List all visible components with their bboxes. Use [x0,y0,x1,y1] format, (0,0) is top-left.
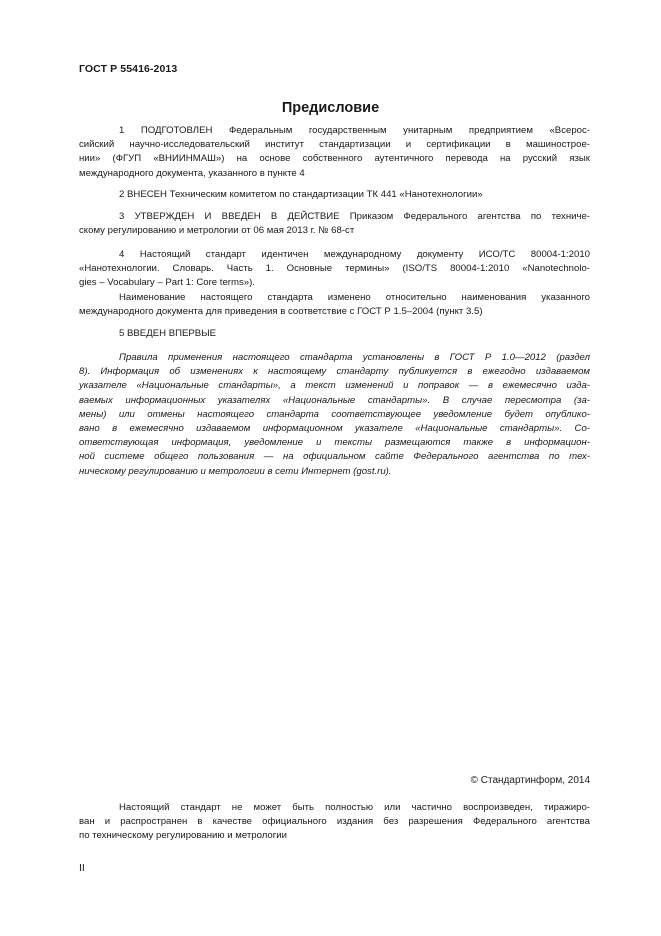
text-line: ван и распространен в качестве официального издания без разрешения Федерального агентства [79,816,590,828]
text-line: ническому регулированию и метрологии в сети Интернет (gost.ru). [79,465,392,477]
page-number: II [79,862,85,874]
copyright-notice: © Стандартинформ, 2014 [470,775,590,786]
page-title: Предисловие [281,100,380,116]
text-line: указателе «Национальные стандарты», а текст изменений и поправок — в ежемесячно изда- [79,380,590,392]
text-line: Правила применения настоящего стандарта установлены в ГОСТ Р 1.0—2012 (раздел [119,352,590,363]
text-line: скому регулированию и метрологии от 06 мая 2013 г. № 68-ст [79,225,355,237]
text-line: 5 ВВЕДЕН ВПЕРВЫЕ [119,328,217,339]
text-line: «Нанотехнологии. Словарь. Часть 1. Основные термины» (ISO/TS 80004-1:2010 «Nanotechnolo- [79,263,590,275]
standard-header: ГОСТ Р 55416-2013 [79,63,178,75]
text-line: 1 ПОДГОТОВЛЕН Федеральным государственным унитарным предприятием «Всерос- [119,125,590,136]
text-line: gies – Vocabulary – Part 1: Core terms»). [79,277,255,289]
reproduction-notice [79,801,590,844]
usage-rules-note [79,351,590,479]
text-line: международного документа, указанного в пункте 4 [79,167,305,179]
text-line: сийский научно-исследовательский институт стандартизации и сертификации в машинострое- [79,139,590,151]
text-line: международного документа для приведения в соответствие с ГОСТ Р 1.5–2004 (пункт 3.5) [79,305,483,317]
text-line: Наименование настоящего стандарта изменено относительно наименования указанного [119,291,590,303]
text-line: вано в ежемесячно издаваемом информационном указателе «Национальные стандарты». Со- [79,423,590,435]
text-line: 4 Настоящий стандарт идентичен международному документу ИСО/ТС 80004-1:2010 [119,249,590,260]
preface-item-2 [79,188,590,202]
text-line: 8). Информация об изменениях к настоящему стандарту публикуется в ежегодно издаваемом [79,366,590,378]
preface-item-4 [79,248,590,319]
text-line: ваемых информационных указателях «Национальные стандарты». В случае пересмотра (за- [79,394,590,406]
text-line: ответствующая информация, уведомление и тексты размещаются также в информацион- [79,437,590,449]
text-line: по техническому регулированию и метрологии [79,830,287,842]
text-line: нии» (ФГУП «ВНИИНМАШ») на основе собственного аутентичного перевода на русский язык [79,153,590,165]
text-line: 2 ВНЕСЕН Техническим комитетом по стандартизации ТК 441 «Нанотехнологии» [119,189,483,200]
text-line: мены) или отмены настоящего стандарта соответствующее уведомление будет опублико- [79,408,590,420]
preface-item-5 [79,327,590,341]
preface-item-3 [79,210,590,238]
text-line: ной системе общего пользования — на официальном сайте Федерального агентства по тех- [79,451,590,463]
text-line: 3 УТВЕРЖДЕН И ВВЕДЕН В ДЕЙСТВИЕ Приказом Федерального агентства по техниче- [119,211,590,222]
text-line: Настоящий стандарт не может быть полностью или частично воспроизведен, тиражиро- [119,802,590,813]
preface-item-1 [79,124,590,181]
